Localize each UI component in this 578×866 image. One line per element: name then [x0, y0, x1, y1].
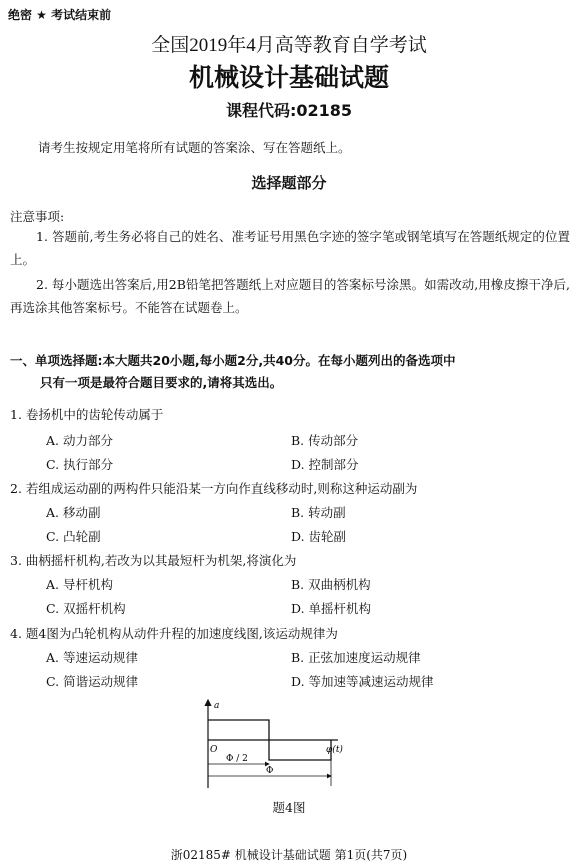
subject-title: 机械设计基础试题 [188, 63, 389, 92]
question-section-heading [10, 350, 570, 394]
question-4-option-a: A. 等速运动规律 [46, 650, 138, 665]
question-1-option-b: B. 传动部分 [291, 433, 359, 448]
question-2-stem: 2. 若组成运动副的两构件只能沿某一方向作直线移动时,则称这种运动副为 [10, 481, 418, 496]
question-section-line-2: 只有一项是最符合题目要求的,请将其选出。 [40, 375, 283, 390]
full-period-label: Φ [266, 766, 274, 776]
question-1-option-a: A. 动力部分 [46, 433, 113, 448]
question-section-line-1: 一、单项选择题:本大题共20小题,每小题2分,共40分。在每小题列出的备选项中 [10, 353, 456, 368]
question-2-option-b: B. 转动副 [291, 505, 346, 520]
question-2-option-c: C. 凸轮副 [46, 529, 101, 544]
question-4-option-d: D. 等加速等减速运动规律 [291, 674, 434, 689]
question-2-option-a: A. 移动副 [46, 505, 101, 520]
question-2-option-d: D. 齿轮副 [291, 529, 347, 544]
page-footer: 浙02185# 机械设计基础试题 第1页(共7页) [170, 848, 408, 862]
acceleration-diagram [196, 696, 356, 792]
question-4-option-c: C. 简谐运动规律 [46, 674, 139, 689]
question-3-option-d: D. 单摇杆机构 [291, 601, 372, 616]
question-1-option-d: D. 控制部分 [291, 457, 359, 472]
question-4-option-b: B. 正弦加速度运动规律 [291, 650, 421, 665]
question-3-option-c: C. 双摇杆机构 [46, 601, 126, 616]
general-instruction: 请考生按规定用笔将所有试题的答案涂、写在答题纸上。 [38, 140, 351, 155]
origin-label: O [210, 745, 218, 755]
question-3-option-a: A. 导杆机构 [46, 577, 113, 592]
question-3-stem: 3. 曲柄摇杆机构,若改为以其最短杆为机架,将演化为 [10, 553, 297, 568]
note-item-1: 1. 答题前,考生务必将自己的姓名、准考证号用黑色字迹的签字笔或钢笔填写在答题纸规定的位置上。 [10, 229, 570, 267]
course-code: 课程代码:02185 [225, 101, 353, 120]
question-4-stem: 4. 题4图为凸轮机构从动件升程的加速度线图,该运动规律为 [10, 626, 338, 641]
y-axis-label: a [214, 701, 220, 711]
notes-heading: 注意事项: [10, 209, 65, 224]
question-1-stem: 1. 卷扬机中的齿轮传动属于 [10, 407, 164, 422]
note-item-2: 2. 每小题选出答案后,用2B铅笔把答题纸上对应题目的答案标号涂黑。如需改动,用橡皮擦干净后,再选涂其他答案标号。不能答在试题卷上。 [10, 277, 570, 315]
half-period-label: Φ / 2 [226, 754, 248, 764]
question-1-option-c: C. 执行部分 [46, 457, 114, 472]
x-axis-label: φ(t) [326, 745, 343, 755]
figure-caption: 题4图 [272, 800, 306, 815]
exam-title: 全国2019年4月高等教育自学考试 [151, 35, 427, 56]
section-title: 选择题部分 [251, 174, 327, 192]
confidential-mark: 绝密 ★ 考试结束前 [8, 8, 112, 22]
question-3-option-b: B. 双曲柄机构 [291, 577, 371, 592]
